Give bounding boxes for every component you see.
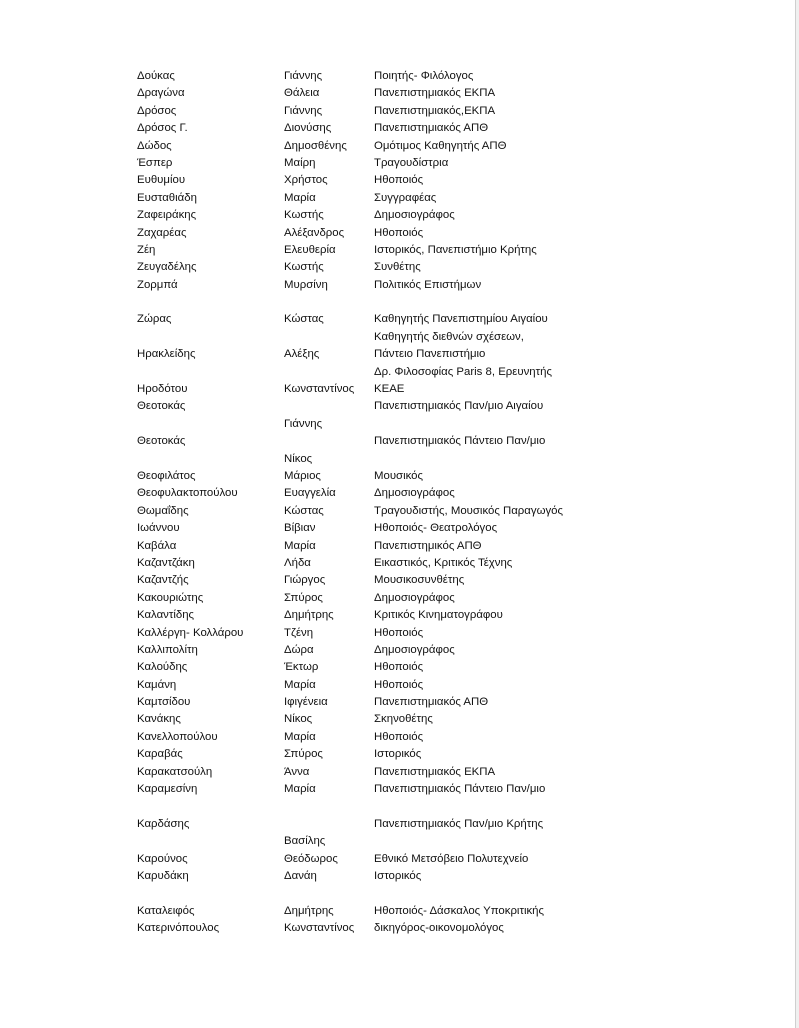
list-row	[137, 398, 607, 415]
first-name-cell: Ευαγγελία	[284, 487, 336, 500]
surname-cell: Έσπερ	[137, 156, 173, 169]
surname-cell: Ιωάννου	[137, 522, 180, 535]
first-name-cell: Γιώργος	[284, 574, 326, 587]
role-cell: Πάντειο Πανεπιστήμιο	[374, 348, 486, 361]
list-row	[137, 798, 607, 815]
list-row	[137, 277, 607, 294]
role-cell: Ηθοποιός	[374, 730, 424, 743]
first-name-cell: Κώστας	[284, 504, 324, 517]
first-name-cell: Θεόδωρος	[284, 852, 338, 865]
surname-cell: Κακουριώτης	[137, 591, 204, 604]
role-cell: ΚΕΑΕ	[374, 383, 405, 396]
first-name-cell: Μαρία	[284, 783, 316, 796]
first-name-cell: Δημήτρης	[284, 904, 334, 917]
first-name-cell: Αλέξανδρος	[284, 226, 345, 239]
role-cell: Εθνικό Μετσόβειο Πολυτεχνείο	[374, 852, 529, 865]
first-name-cell: Κώστας	[284, 313, 324, 326]
first-name-cell: Κωνσταντίνος	[284, 922, 355, 935]
list-row	[137, 259, 607, 276]
list-row	[137, 520, 607, 537]
list-row	[137, 885, 607, 902]
role-cell: Πανεπιστημιακός Πάντειο Παν/μιο	[374, 435, 546, 448]
surname-cell: Θεοφυλακτοπούλου	[137, 487, 238, 500]
surname-cell: Θεοφιλάτος	[137, 469, 196, 482]
first-name-cell: Βίβιαν	[284, 522, 316, 535]
first-name-cell: Άννα	[284, 765, 310, 778]
list-row	[137, 572, 607, 589]
first-name-cell: Μυρσίνη	[284, 278, 328, 291]
list-row	[137, 294, 607, 311]
list-row	[137, 311, 607, 328]
role-cell: Ομότιμος Καθηγητής ΑΠΘ	[374, 139, 507, 152]
surname-cell: Καζαντζάκη	[137, 556, 195, 569]
role-cell: Ηθοποιός	[374, 626, 424, 639]
list-row	[137, 207, 607, 224]
list-row	[137, 485, 607, 502]
first-name-cell: Μάριος	[284, 469, 321, 482]
surname-cell: Δώδος	[137, 139, 172, 152]
role-cell: Τραγουδιστής, Μουσικός Παραγωγός	[374, 504, 563, 517]
surname-cell: Ηρακλείδης	[137, 348, 196, 361]
list-row	[137, 833, 607, 850]
list-row	[137, 711, 607, 728]
first-name-cell: Δανάη	[284, 869, 317, 882]
first-name-cell: Ιφιγένεια	[284, 696, 328, 709]
role-cell: Ηθοποιός- Δάσκαλος Υποκριτικής	[374, 904, 545, 917]
list-row	[137, 590, 607, 607]
surname-cell: Ζορμπά	[137, 278, 178, 291]
surname-cell: Ευθυμίου	[137, 174, 186, 187]
surname-cell: Ζευγαδέλης	[137, 261, 197, 274]
list-row	[137, 659, 607, 676]
first-name-cell: Λήδα	[284, 556, 311, 569]
first-name-cell: Μαρία	[284, 730, 316, 743]
list-row	[137, 642, 607, 659]
role-cell: Συνθέτης	[374, 261, 421, 274]
list-row	[137, 138, 607, 155]
surname-cell: Ζώρας	[137, 313, 172, 326]
surname-cell: Κανελλοπούλου	[137, 730, 218, 743]
surname-cell: Καλλέργη- Κολλάρου	[137, 626, 244, 639]
role-cell: Πανεπιστημιακός ΑΠΘ	[374, 122, 489, 135]
list-row	[137, 225, 607, 242]
surname-cell: Δρόσος Γ.	[137, 122, 188, 135]
first-name-cell: Μαρία	[284, 191, 316, 204]
surname-cell: Κανάκης	[137, 713, 181, 726]
first-name-cell: Νίκος	[284, 452, 313, 465]
list-row	[137, 538, 607, 555]
surname-cell: Δραγώνα	[137, 87, 185, 100]
surname-cell: Θωμαΐδης	[137, 504, 189, 517]
role-cell: Καθηγητής Πανεπιστημίου Αιγαίου	[374, 313, 548, 326]
role-cell: Ιστορικός	[374, 748, 422, 761]
role-cell: Δημοσιογράφος	[374, 643, 455, 656]
list-row	[137, 694, 607, 711]
surname-cell: Ζέη	[137, 243, 156, 256]
surname-cell: Καρυδάκη	[137, 869, 189, 882]
list-row	[137, 781, 607, 798]
list-row	[137, 155, 607, 172]
first-name-cell: Κωστής	[284, 209, 324, 222]
list-row	[137, 816, 607, 833]
list-row	[137, 242, 607, 259]
first-name-cell: Γιάννης	[284, 70, 323, 82]
role-cell: Πανεπιστημιακός,ΕΚΠΑ	[374, 104, 496, 117]
first-name-cell: Διονύσης	[284, 122, 332, 135]
first-name-cell: Νίκος	[284, 713, 313, 726]
first-name-cell: Θάλεια	[284, 87, 320, 100]
surname-cell: Ζαφειράκης	[137, 209, 197, 222]
signatory-list	[137, 68, 607, 938]
list-row	[137, 172, 607, 189]
first-name-cell: Μαρία	[284, 678, 316, 691]
surname-cell: Δούκας	[137, 70, 175, 82]
list-row	[137, 190, 607, 207]
role-cell: Κριτικός Κινηματογράφου	[374, 609, 503, 622]
first-name-cell: Μαρία	[284, 539, 316, 552]
role-cell: Συγγραφέας	[374, 191, 437, 204]
role-cell: Ηθοποιός- Θεατρολόγος	[374, 522, 498, 535]
surname-cell: Ζαχαρέας	[137, 226, 187, 239]
surname-cell: Καμτσίδου	[137, 696, 191, 709]
surname-cell: Δρόσος	[137, 104, 177, 117]
list-row	[137, 416, 607, 433]
list-row	[137, 746, 607, 763]
first-name-cell: Κωστής	[284, 261, 324, 274]
first-name-cell: Δημήτρης	[284, 609, 334, 622]
list-row	[137, 85, 607, 102]
surname-cell: Κατερινόπουλος	[137, 922, 220, 935]
role-cell: Πανεπιστημιακός ΑΠΘ	[374, 696, 489, 709]
first-name-cell: Χρήστος	[284, 174, 328, 187]
role-cell: Ηθοποιός	[374, 678, 424, 691]
role-cell: Πανεπιστημιακός Παν/μιο Κρήτης	[374, 817, 544, 830]
role-cell: Πανεπιστημιακός ΕΚΠΑ	[374, 765, 496, 778]
list-row	[137, 120, 607, 137]
role-cell: Μουσικοσυνθέτης	[374, 574, 465, 587]
role-cell: Εικαστικός, Κριτικός Τέχνης	[374, 556, 513, 569]
first-name-cell: Έκτωρ	[284, 661, 319, 674]
surname-cell: Καταλειφός	[137, 904, 195, 917]
surname-cell: Καλλιπολίτη	[137, 643, 198, 656]
list-row	[137, 764, 607, 781]
first-name-cell: Γιάννης	[284, 104, 323, 117]
role-cell: Ηθοποιός	[374, 661, 424, 674]
role-cell: Πανεπιστημιακός Παν/μιο Αιγαίου	[374, 400, 544, 413]
role-cell: Δρ. Φιλοσοφίας Paris 8, Ερευνητής	[374, 365, 552, 378]
role-cell: Δημοσιογράφος	[374, 487, 455, 500]
surname-cell: Καρακατσούλη	[137, 765, 213, 778]
list-row	[137, 364, 607, 381]
surname-cell: Καζαντζής	[137, 574, 189, 587]
role-cell: Ιστορικός, Πανεπιστήμιο Κρήτης	[374, 243, 537, 256]
role-cell: Ηθοποιός	[374, 174, 424, 187]
list-row	[137, 329, 607, 346]
list-row	[137, 503, 607, 520]
first-name-cell: Σπύρος	[284, 591, 323, 604]
role-cell: δικηγόρος-οικονομολόγος	[374, 922, 504, 935]
list-row	[137, 868, 607, 885]
first-name-cell: Σπύρος	[284, 748, 323, 761]
list-row	[137, 381, 607, 398]
first-name-cell: Βασίλης	[284, 835, 326, 848]
surname-cell: Καβάλα	[137, 539, 177, 552]
surname-cell: Καλαντίδης	[137, 609, 195, 622]
role-cell: Πολιτικός Επιστήμων	[374, 278, 482, 291]
surname-cell: Καραβάς	[137, 748, 183, 761]
role-cell: Πανεπιστημικός ΑΠΘ	[374, 539, 482, 552]
list-row	[137, 851, 607, 868]
role-cell: Μουσικός	[374, 469, 423, 482]
surname-cell: Ευσταθιάδη	[137, 191, 197, 204]
first-name-cell: Δημοσθένης	[284, 139, 347, 152]
role-cell: Δημοσιογράφος	[374, 209, 455, 222]
role-cell: Πανεπιστημιακός ΕΚΠΑ	[374, 87, 496, 100]
role-cell: Δημοσιογράφος	[374, 591, 455, 604]
list-row	[137, 103, 607, 120]
surname-cell: Καρδάσης	[137, 817, 190, 830]
first-name-cell: Δώρα	[284, 643, 314, 656]
list-row	[137, 68, 607, 85]
surname-cell: Καλούδης	[137, 661, 188, 674]
role-cell: Σκηνοθέτης	[374, 713, 433, 726]
list-row	[137, 677, 607, 694]
first-name-cell: Γιάννης	[284, 417, 323, 430]
role-cell: Ηθοποιός	[374, 226, 424, 239]
role-cell: Ποιητής- Φιλόλογος	[374, 70, 474, 82]
role-cell: Ιστορικός	[374, 869, 422, 882]
first-name-cell: Ελευθερία	[284, 243, 336, 256]
list-row	[137, 920, 607, 937]
list-row	[137, 903, 607, 920]
surname-cell: Καραμεσίνη	[137, 783, 198, 796]
role-cell: Πανεπιστημιακός Πάντειο Παν/μιο	[374, 783, 546, 796]
list-row	[137, 433, 607, 450]
list-row	[137, 451, 607, 468]
list-row	[137, 729, 607, 746]
surname-cell: Καμάνη	[137, 678, 177, 691]
first-name-cell: Μαίρη	[284, 156, 316, 169]
list-row	[137, 555, 607, 572]
surname-cell: Ηροδότου	[137, 383, 188, 396]
first-name-cell: Κωνσταντίνος	[284, 383, 355, 396]
list-row	[137, 346, 607, 363]
surname-cell: Θεοτοκάς	[137, 435, 186, 448]
list-row	[137, 625, 607, 642]
first-name-cell: Τζένη	[284, 626, 314, 639]
surname-cell: Θεοτοκάς	[137, 400, 186, 413]
role-cell: Τραγουδίστρια	[374, 156, 449, 169]
list-row	[137, 607, 607, 624]
first-name-cell: Αλέξης	[284, 348, 320, 361]
list-row	[137, 468, 607, 485]
surname-cell: Καρούνος	[137, 852, 188, 865]
role-cell: Καθηγητής διεθνών σχέσεων,	[374, 330, 524, 343]
